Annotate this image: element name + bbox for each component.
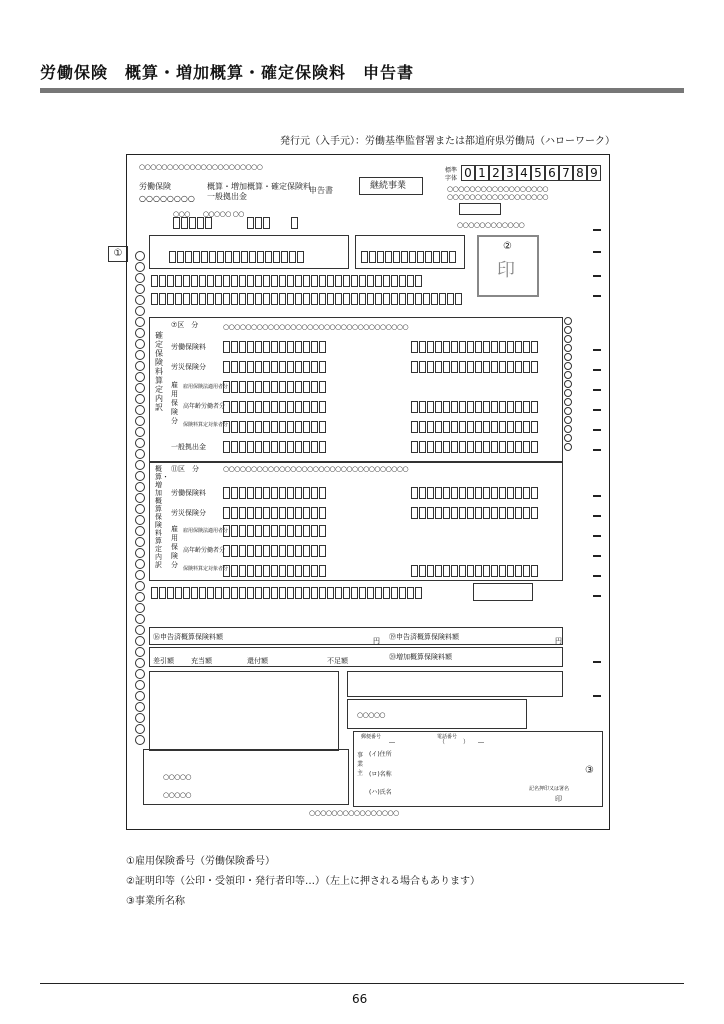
digit-cell: 4 bbox=[517, 165, 531, 181]
s2-emp-c-cells-b bbox=[411, 565, 539, 577]
increase-label: ⑳増加概算保険料額 bbox=[389, 653, 452, 661]
label-code-circles: ○○○○○○○○ bbox=[139, 194, 195, 203]
edge-dash bbox=[593, 389, 601, 391]
row-labor-1: 労働保険料 bbox=[171, 343, 206, 351]
date-code-box bbox=[473, 583, 533, 601]
edge-dash bbox=[593, 595, 601, 597]
edge-dash bbox=[593, 661, 601, 663]
std-font-label-2: 字体 bbox=[445, 175, 458, 182]
confirmed-vertical-label: 確定保険料算定内訳 bbox=[155, 331, 163, 412]
digit-cell: 2 bbox=[489, 165, 503, 181]
estimated-premium-table bbox=[149, 461, 563, 581]
top-circles-row: ○○○○○○○○○○○○○○○○○○○○○○ bbox=[139, 163, 263, 171]
s1-general-cells-a bbox=[223, 441, 327, 453]
bottom-left-circles-2: ○○○○○ bbox=[163, 791, 192, 799]
marker-2: ② bbox=[503, 241, 512, 252]
row2-cells bbox=[151, 275, 423, 287]
digit-cell: 9 bbox=[587, 165, 601, 181]
yen-1: 円 bbox=[373, 637, 380, 645]
row-emp-c-1: 保険料算定対象者分 bbox=[183, 422, 229, 428]
s2-labor-cells-b bbox=[411, 487, 539, 499]
code-cells-1 bbox=[173, 217, 213, 229]
s2-accident-cells-b bbox=[411, 507, 539, 519]
row-general-1: 一般拠出金 bbox=[171, 443, 206, 451]
insurance-number-cells bbox=[169, 251, 305, 263]
edge-dash bbox=[593, 555, 601, 557]
postal-label: 郵便番号 bbox=[361, 734, 382, 740]
label-apply: 充当額 bbox=[191, 657, 212, 665]
issuer-note: 発行元（入手元）：労働基準監督署または都道府県労働局（ハローワーク） bbox=[280, 136, 615, 147]
address-label: (イ)住所 bbox=[369, 751, 392, 758]
employment-vertical-2: 雇用保険分 bbox=[171, 525, 178, 569]
title-rule bbox=[40, 88, 684, 93]
s1-emp-c-cells-a bbox=[223, 421, 327, 433]
row-emp-b-2: 高年齢労働者分 bbox=[183, 547, 226, 554]
legend-1: ①雇用保険番号（労働保険番号） bbox=[126, 856, 275, 867]
edge-dash bbox=[593, 251, 601, 253]
legend-2: ②証明印等（公印・受領印・発行者印等…）（左上に押される場合もあります） bbox=[126, 876, 480, 887]
digit-cell: 7 bbox=[559, 165, 573, 181]
s1-emp-b-cells-a bbox=[223, 401, 327, 413]
s1-emp-b-cells-b bbox=[411, 401, 539, 413]
certification-stamp-area bbox=[477, 235, 539, 297]
s2-emp-b-cells bbox=[223, 545, 327, 557]
right-circle-column bbox=[564, 317, 574, 452]
digit-cell: 8 bbox=[573, 165, 587, 181]
edge-dash bbox=[593, 495, 601, 497]
declared-label: ⑯申告済概算保険料額 bbox=[153, 633, 223, 641]
digit-cell: 5 bbox=[531, 165, 545, 181]
stamp-char: 印 bbox=[497, 260, 515, 281]
row-emp-b-1: 高年齢労働者分 bbox=[183, 403, 226, 410]
edge-dash bbox=[593, 449, 601, 451]
section1-header-circles: ○○○○○○○○○○○○○○○○○○○○○○○○○○○○○○○○○ bbox=[223, 323, 409, 331]
name-label: (ロ)名称 bbox=[369, 771, 392, 778]
digit-cell: 3 bbox=[503, 165, 517, 181]
code-cells-3 bbox=[291, 217, 299, 229]
employment-vertical-1: 雇用保険分 bbox=[171, 381, 178, 425]
date-row-cells bbox=[151, 587, 423, 599]
left-circle-column bbox=[135, 251, 145, 746]
phone-format: （ ） ― bbox=[439, 739, 485, 746]
edge-dash bbox=[593, 575, 601, 577]
s2-emp-a-cells bbox=[223, 525, 327, 537]
circles-d: ○○○○○○○○○○○○ bbox=[457, 221, 525, 229]
s1-emp-a-cells bbox=[223, 381, 327, 393]
edge-dash bbox=[593, 229, 601, 231]
s1-labor-cells-a bbox=[223, 341, 327, 353]
form-title-main: 概算・増加概算・確定保険料 bbox=[207, 182, 311, 191]
s1-accident-cells-b bbox=[411, 361, 539, 373]
s1-accident-cells-a bbox=[223, 361, 327, 373]
section2-header-circles: ○○○○○○○○○○○○○○○○○○○○○○○○○○○○○○○○○ bbox=[223, 465, 409, 473]
edge-dash bbox=[593, 349, 601, 351]
row-emp-c-2: 保険料算定対象者分 bbox=[183, 566, 229, 572]
declared-label-2: ⑲申告済概算保険料額 bbox=[389, 633, 459, 641]
edge-dash bbox=[593, 695, 601, 697]
digit-cell: 1 bbox=[475, 165, 489, 181]
footer-rule bbox=[40, 983, 684, 984]
lower-right-top bbox=[347, 671, 563, 697]
edge-dash bbox=[593, 295, 601, 297]
circles-b: ○○○○○○○○○○○○○○○○○○ bbox=[447, 193, 548, 201]
row-emp-a-2: 雇用保険法適用者分 bbox=[183, 528, 229, 534]
label-diff: 差引額 bbox=[153, 657, 174, 665]
circles-a: ○○○○○○○○○○○○○○○○○○ bbox=[447, 185, 548, 193]
section2-label: ⑪区 分 bbox=[171, 465, 199, 473]
small-code-box bbox=[459, 203, 501, 215]
rep-label: (ハ)氏名 bbox=[369, 789, 392, 796]
bottom-circles-row: ○○○○○○○○○○○○○○○○ bbox=[309, 809, 399, 817]
form-title-declaration: 申告書 bbox=[309, 186, 333, 195]
page-title: 労働保険 概算・増加概算・確定保険料 申告書 bbox=[40, 63, 415, 82]
row3-cells bbox=[151, 293, 463, 305]
s1-general-cells-b bbox=[411, 441, 539, 453]
edge-dash bbox=[593, 409, 601, 411]
marker-3: ③ bbox=[585, 765, 594, 776]
edge-dash bbox=[593, 275, 601, 277]
s2-accident-cells-a bbox=[223, 507, 327, 519]
standard-digits bbox=[461, 165, 601, 181]
row-emp-a-1: 雇用保険法適用者分 bbox=[183, 384, 229, 390]
sign-label: 記名押印又は署名 bbox=[529, 786, 570, 792]
row-labor-2: 労働保険料 bbox=[171, 489, 206, 497]
legend-3: ③事業所名称 bbox=[126, 896, 185, 907]
right-code-cells bbox=[361, 251, 457, 263]
owner-vertical: 事業主 bbox=[357, 752, 364, 777]
page-number: 66 bbox=[352, 992, 368, 1006]
s2-emp-c-cells-a bbox=[223, 565, 327, 577]
std-font-label-1: 標準 bbox=[445, 167, 458, 174]
row-accident-2: 労災保険分 bbox=[171, 509, 206, 517]
edge-dash bbox=[593, 369, 601, 371]
label-shortage: 不足額 bbox=[327, 657, 348, 665]
marker-1: ① bbox=[108, 246, 128, 262]
yen-2: 円 bbox=[555, 637, 562, 645]
lower-left-grid bbox=[149, 671, 339, 751]
label-labor-insurance: 労働保険 bbox=[139, 182, 171, 191]
declaration-form bbox=[126, 154, 610, 830]
edge-dash bbox=[593, 535, 601, 537]
bottom-left-circles-1: ○○○○○ bbox=[163, 773, 192, 781]
s1-emp-c-cells-b bbox=[411, 421, 539, 433]
circles-c: ○○○ ○○○○○ ○○ bbox=[173, 210, 244, 218]
lower-mid-circles: ○○○○○ bbox=[357, 711, 386, 719]
digit-cell: 6 bbox=[545, 165, 559, 181]
label-refund: 還付額 bbox=[247, 657, 268, 665]
continuing-label: 継続事業 bbox=[370, 181, 407, 191]
s1-labor-cells-b bbox=[411, 341, 539, 353]
edge-dash bbox=[593, 429, 601, 431]
digit-cell: 0 bbox=[461, 165, 475, 181]
code-cells-2 bbox=[247, 217, 271, 229]
row-accident-1: 労災保険分 bbox=[171, 363, 206, 371]
section1-label: ⑦区 分 bbox=[171, 321, 199, 329]
postal-format: ― bbox=[389, 739, 395, 746]
seal-char: 印 bbox=[555, 795, 562, 803]
estimate-vertical-label: 概算・増加概算保険料算定内訳 bbox=[155, 465, 169, 569]
form-title-sub: 一般拠出金 bbox=[207, 192, 247, 201]
s2-labor-cells-a bbox=[223, 487, 327, 499]
continuing-box bbox=[359, 177, 423, 195]
phone-label: 電話番号 bbox=[437, 734, 458, 740]
edge-dash bbox=[593, 515, 601, 517]
